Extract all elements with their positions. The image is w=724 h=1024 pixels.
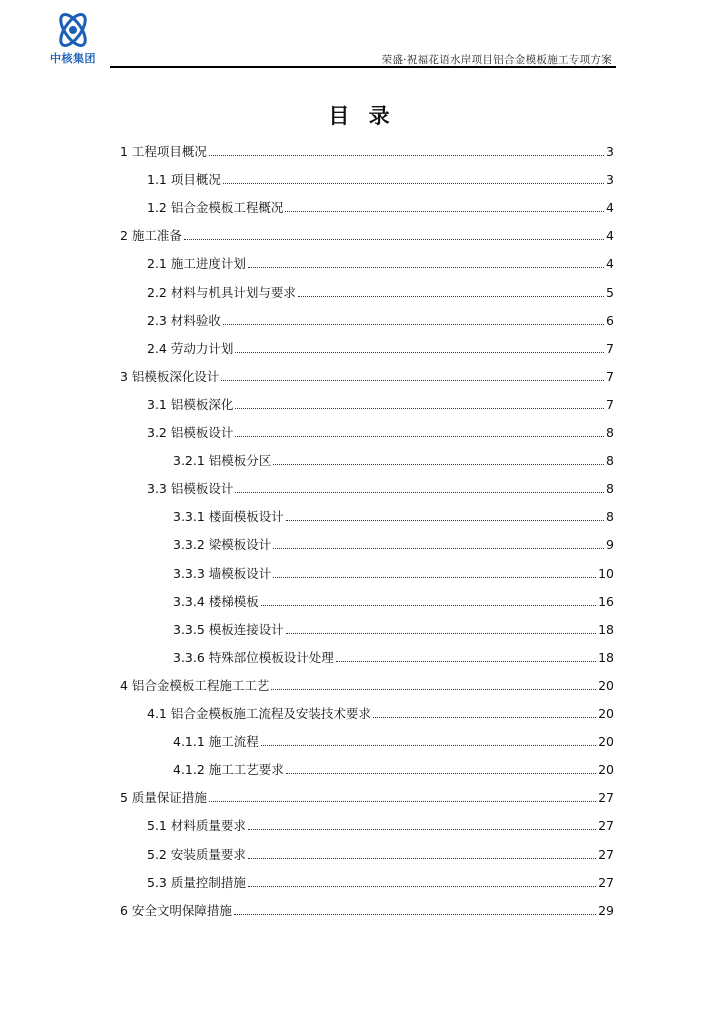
toc-leader-dots <box>273 464 604 465</box>
toc-entry-page: 4 <box>606 228 614 244</box>
company-logo <box>40 10 106 66</box>
toc-entry-label: 3.3.6 特殊部位模板设计处理 <box>173 649 334 665</box>
toc-entry-label: 3.2 铝模板设计 <box>147 425 234 440</box>
toc-leader-dots <box>273 577 596 578</box>
toc-entry-label: 2 施工准备 <box>120 228 182 244</box>
toc-entry-page: 7 <box>606 368 614 384</box>
toc-leader-dots <box>261 605 596 606</box>
toc-leader-dots <box>286 773 596 774</box>
toc-leader-dots <box>261 745 596 746</box>
toc-entry[interactable] <box>173 646 614 666</box>
toc-entry-label: 4.1.1 施工流程 <box>173 734 259 750</box>
toc-entry-label: 3.3.3 墙模板设计 <box>173 565 272 581</box>
toc-entry-label: 4.1.2 施工工艺要求 <box>173 762 284 778</box>
toc-entry[interactable] <box>147 477 614 497</box>
toc-entry-page: 7 <box>606 340 614 356</box>
toc-entry-label: 5.3 质量控制措施 <box>147 874 246 890</box>
toc-entry[interactable] <box>173 590 614 610</box>
toc-entry-page: 18 <box>598 649 614 665</box>
toc-entry[interactable] <box>147 871 614 891</box>
toc-entry[interactable] <box>120 224 614 244</box>
toc-leader-dots <box>235 436 604 437</box>
header-divider <box>110 66 616 68</box>
toc-leader-dots <box>223 324 604 325</box>
toc-leader-dots <box>336 661 596 662</box>
toc-entry-page: 6 <box>606 312 614 328</box>
toc-entry-page: 9 <box>606 537 614 553</box>
toc-entry-page: 8 <box>606 453 614 469</box>
toc-entry-label: 1.1 项目概况 <box>147 172 221 188</box>
toc-entry[interactable] <box>147 814 614 834</box>
atom-logo-icon <box>52 10 94 50</box>
toc-entry-page: 4 <box>606 256 614 272</box>
toc-entry[interactable] <box>147 281 614 301</box>
toc-entry-page: 8 <box>606 509 614 525</box>
toc-leader-dots <box>298 296 604 297</box>
toc-entry-label: 5.2 安装质量要求 <box>147 846 246 862</box>
toc-entry[interactable] <box>147 393 614 413</box>
toc-entry-page: 27 <box>598 818 614 834</box>
toc-entry[interactable] <box>173 449 614 469</box>
toc-entry-page: 5 <box>606 284 614 300</box>
toc-entry[interactable] <box>147 421 614 441</box>
toc-entry-label: 3.3 铝模板设计 <box>147 481 234 497</box>
toc-entry[interactable] <box>147 168 614 188</box>
toc-entry[interactable] <box>173 618 614 638</box>
toc-entry-page: 20 <box>598 677 614 693</box>
toc-leader-dots <box>373 717 596 718</box>
toc-entry[interactable] <box>147 702 614 722</box>
toc-entry[interactable] <box>173 533 614 553</box>
toc-leader-dots <box>209 801 596 802</box>
toc-entry-label: 3.3.4 楼梯模板 <box>173 593 259 609</box>
toc-entry-page: 20 <box>598 762 614 778</box>
toc-entry-label: 3.3.5 模板连接设计 <box>173 621 284 637</box>
toc-leader-dots <box>248 829 596 830</box>
toc-entry-label: 2.1 施工进度计划 <box>147 256 246 272</box>
toc-entry-label: 3.3.1 楼面模板设计 <box>173 509 284 525</box>
toc-entry-label: 2.4 劳动力计划 <box>147 340 234 356</box>
toc-entry-label: 2.2 材料与机具计划与要求 <box>147 284 296 300</box>
toc-entry-page: 20 <box>598 706 614 721</box>
toc-entry-label: 6 安全文明保障措施 <box>120 902 232 918</box>
toc-entry-page: 29 <box>598 902 614 918</box>
toc-entry-page: 8 <box>606 481 614 497</box>
toc-entry[interactable] <box>147 196 614 216</box>
toc-entry[interactable] <box>120 786 614 806</box>
toc-leader-dots <box>286 520 604 521</box>
toc-leader-dots <box>184 239 604 240</box>
toc-leader-dots <box>235 408 604 409</box>
page-title: 目 录 <box>328 104 396 128</box>
toc-entry-page: 10 <box>598 565 614 581</box>
toc-entry[interactable] <box>173 758 614 778</box>
toc-entry-label: 1 工程项目概况 <box>120 144 207 159</box>
toc-entry-page: 7 <box>606 396 614 412</box>
toc-entry-page: 18 <box>598 621 614 637</box>
toc-entry-label: 5 质量保证措施 <box>120 790 207 806</box>
toc-leader-dots <box>235 492 604 493</box>
toc-entry-page: 16 <box>598 593 614 609</box>
toc-entry-page: 27 <box>598 846 614 862</box>
toc-entry-page: 27 <box>598 874 614 890</box>
toc-entry-label: 4 铝合金模板工程施工工艺 <box>120 677 270 693</box>
toc-entry[interactable] <box>147 337 614 357</box>
toc-entry[interactable] <box>147 309 614 329</box>
logo-text: 中核集团 <box>50 52 96 65</box>
doc-header-title: 荣盛·祝福花语水岸项目铝合金模板施工专项方案 <box>381 54 612 66</box>
toc-entry[interactable] <box>173 562 614 582</box>
toc-entry-page: 4 <box>606 200 614 216</box>
toc-entry-label: 2.3 材料验收 <box>147 312 221 328</box>
toc-entry[interactable] <box>120 365 614 385</box>
toc-entry-label: 3 铝模板深化设计 <box>120 368 220 384</box>
toc-leader-dots <box>273 548 604 549</box>
toc-entry[interactable] <box>173 505 614 525</box>
toc-leader-dots <box>248 858 596 859</box>
toc-entry-page: 3 <box>606 144 614 159</box>
toc-leader-dots <box>209 155 604 156</box>
toc-leader-dots <box>221 380 604 381</box>
toc-entry-label: 3.2.1 铝模板分区 <box>173 453 272 469</box>
toc-leader-dots <box>286 633 596 634</box>
toc-entry-page: 27 <box>598 790 614 806</box>
toc-entry-page: 8 <box>606 425 614 440</box>
toc-entry[interactable] <box>120 899 614 919</box>
toc-leader-dots <box>271 689 596 690</box>
toc-entry[interactable] <box>147 843 614 863</box>
toc-leader-dots <box>235 352 604 353</box>
toc-leader-dots <box>223 183 604 184</box>
toc-entry[interactable] <box>120 674 614 694</box>
toc-entry-label: 1.2 铝合金模板工程概况 <box>147 200 284 216</box>
toc-entry-page: 20 <box>598 734 614 750</box>
toc-leader-dots <box>248 886 596 887</box>
toc-entry[interactable] <box>173 730 614 750</box>
toc-leader-dots <box>285 211 604 212</box>
toc-entry-label: 5.1 材料质量要求 <box>147 818 246 834</box>
toc-entry-page: 3 <box>606 172 614 188</box>
toc-entry-label: 4.1 铝合金模板施工流程及安装技术要求 <box>147 706 371 721</box>
toc-entry[interactable] <box>120 140 614 160</box>
toc-entry-label: 3.1 铝模板深化 <box>147 396 234 412</box>
toc-leader-dots <box>234 914 596 915</box>
toc-entry-label: 3.3.2 梁模板设计 <box>173 537 272 553</box>
toc-entry[interactable] <box>147 252 614 272</box>
toc-leader-dots <box>248 267 604 268</box>
